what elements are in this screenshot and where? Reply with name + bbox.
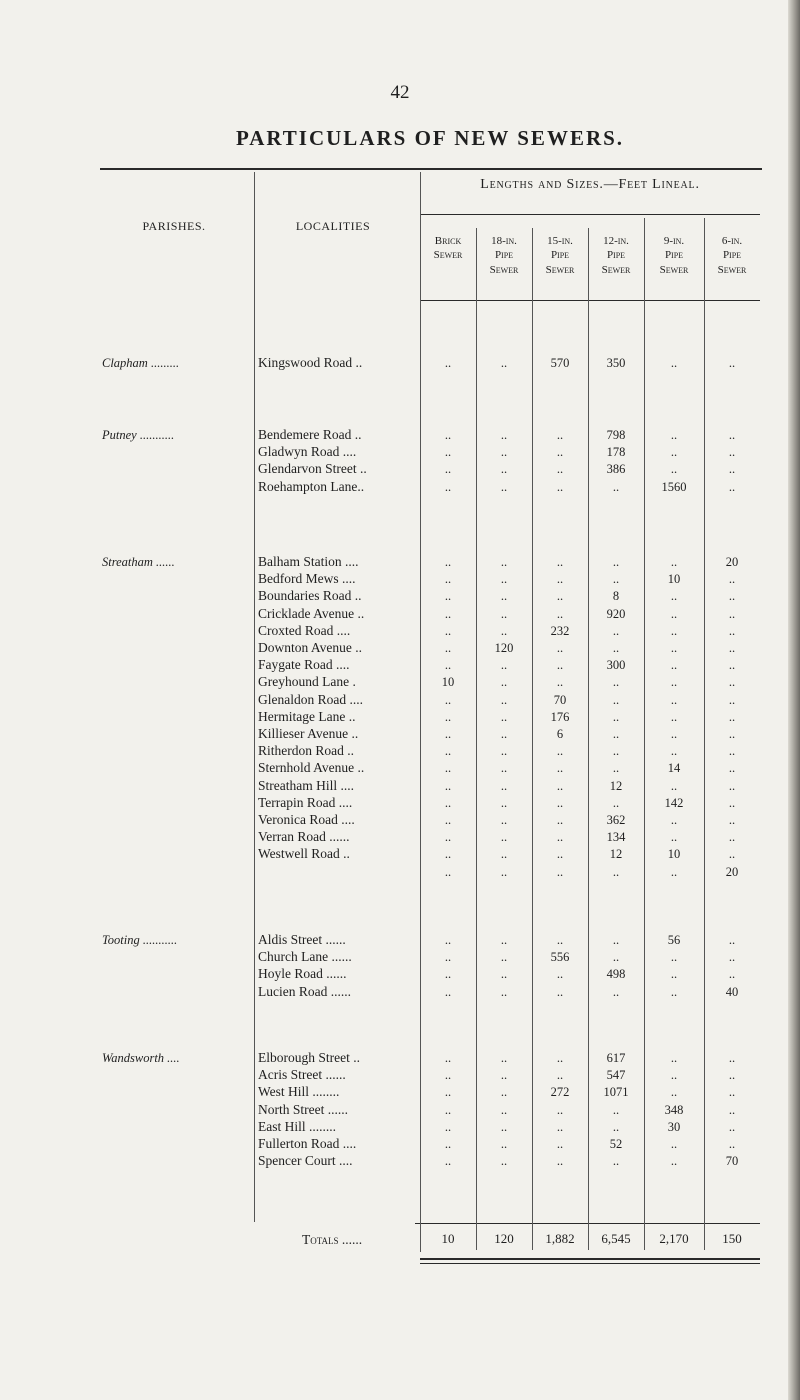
table-cell: .. (500, 623, 508, 638)
table-cell: .. (444, 830, 452, 845)
table-cell: .. (500, 795, 508, 810)
table-cell: .. (612, 1119, 620, 1134)
locality-name: Faygate Road .... (258, 657, 350, 673)
table-cell: .. (500, 589, 508, 604)
table-cell: .. (556, 479, 564, 494)
table-cell: .. (670, 744, 678, 759)
locality-name: Glenaldon Road .... (258, 691, 363, 707)
table-cell: .. (556, 1102, 564, 1117)
table-cell: .. (728, 658, 736, 673)
table-cell: 570 (550, 356, 570, 370)
table-cell: .. (670, 658, 678, 673)
total-value: 2,170 (659, 1231, 689, 1246)
table-cell: .. (444, 1137, 452, 1151)
table-cell: .. (444, 445, 452, 460)
table-cell: .. (500, 727, 508, 741)
table-cell: .. (612, 555, 620, 569)
table-cell: .. (612, 692, 620, 707)
locality-name: Downton Avenue .. (258, 640, 362, 655)
locality-name: Killieser Avenue .. (258, 726, 359, 741)
table-cell: .. (728, 1068, 736, 1083)
table-cell: 52 (609, 1137, 623, 1151)
table-cell: 40 (725, 984, 739, 999)
locality-name: Bedford Mews .... (258, 571, 356, 587)
column-header (476, 234, 532, 277)
column-header-line: 9-in. (663, 235, 685, 247)
table-cell: .. (444, 572, 452, 587)
table-cell: .. (728, 479, 736, 494)
column-header-line: Sewer (489, 263, 519, 276)
parish-name: Wandsworth .... (102, 1051, 180, 1065)
table-cell: .. (556, 675, 564, 690)
locality-name: East Hill ........ (258, 1118, 336, 1134)
table-cell: .. (500, 1119, 508, 1134)
table-cell: .. (444, 795, 452, 810)
total-value: 10 (441, 1231, 455, 1246)
table-cell: .. (670, 1051, 678, 1065)
table-cell: .. (728, 795, 736, 810)
table-cell: .. (500, 356, 508, 370)
header-bottom-rule (420, 300, 760, 301)
locality-name: Glendarvon Street .. (258, 461, 367, 477)
table-cell: 14 (667, 761, 681, 776)
table-cell: 617 (606, 1051, 626, 1065)
column-header (532, 234, 588, 277)
table-cell: .. (728, 813, 736, 827)
table-cell: .. (612, 950, 620, 965)
table-cell: .. (500, 1068, 508, 1083)
table-cell: .. (444, 589, 452, 604)
locality-name: Acris Street ...... (258, 1067, 346, 1083)
locality-name: Croxted Road .... (258, 622, 351, 638)
table-cell: 6 (556, 727, 564, 741)
table-cell: .. (444, 933, 452, 947)
table-cell: .. (670, 1085, 678, 1100)
table-cell: .. (556, 795, 564, 810)
table-cell: .. (670, 1154, 678, 1169)
total-value: 120 (494, 1231, 514, 1246)
parish-name: Tooting ........... (102, 933, 178, 947)
table-cell: .. (670, 830, 678, 845)
table-cell: 920 (606, 606, 626, 621)
table-cell: 362 (606, 813, 626, 827)
table-cell: .. (444, 1051, 452, 1065)
locality-name: Westwell Road .. (258, 846, 350, 862)
group-header-rule (420, 214, 760, 215)
table-cell: 142 (664, 795, 684, 810)
total-value: 6,545 (601, 1231, 631, 1246)
table-cell: .. (556, 428, 564, 442)
locality-name: Aldis Street ...... (258, 932, 346, 947)
bottom-rule-2 (420, 1263, 760, 1264)
column-header-line: Pipe (722, 249, 742, 262)
table-cell: .. (444, 606, 452, 621)
table-cell: .. (556, 658, 564, 673)
table-cell: .. (444, 1154, 452, 1169)
table-cell: .. (670, 675, 678, 690)
locality-name: Greyhound Lane . (258, 674, 356, 690)
table-cell: .. (444, 984, 452, 999)
table-cell: .. (670, 984, 678, 999)
table-cell: 10 (441, 675, 455, 690)
table-cell: .. (670, 445, 678, 460)
table-cell: .. (556, 555, 564, 569)
column-header-line: Sewer (659, 263, 689, 276)
column-header-line: Pipe (550, 249, 570, 262)
table-cell: .. (612, 795, 620, 810)
table-cell: 556 (550, 950, 570, 965)
table-cell: .. (556, 967, 564, 982)
table-cell: .. (612, 744, 620, 759)
table-cell: .. (728, 967, 736, 982)
locality-name: Sternhold Avenue .. (258, 760, 365, 776)
column-header-line: Pipe (494, 249, 514, 262)
table-cell: .. (500, 1137, 508, 1151)
table-cell: .. (444, 967, 452, 982)
table-cell: .. (728, 778, 736, 793)
table-cell: .. (728, 356, 736, 370)
locality-name: Roehampton Lane.. (258, 478, 365, 494)
table-cell: .. (556, 1137, 564, 1151)
table-cell: .. (444, 950, 452, 965)
table-cell: .. (500, 462, 508, 477)
column-header (704, 234, 760, 277)
table-cell: .. (500, 709, 508, 724)
locality-name: Hoyle Road ...... (258, 966, 347, 982)
table-cell: .. (728, 950, 736, 965)
column-header-line: 15-in. (547, 235, 573, 247)
table-cell: 350 (606, 356, 626, 370)
table-cell: .. (612, 572, 620, 587)
column-header-line: Sewer (433, 249, 463, 262)
table-cell: .. (500, 950, 508, 965)
table-cell: .. (556, 462, 564, 477)
table-cell: .. (670, 692, 678, 707)
locality-name: Church Lane ...... (258, 949, 352, 965)
table-cell: 70 (725, 1154, 739, 1169)
table-cell: .. (500, 572, 508, 587)
table-cell: 176 (550, 709, 570, 724)
column-header-line: Pipe (664, 249, 684, 262)
table-cell: .. (500, 744, 508, 759)
table-cell: .. (612, 727, 620, 741)
table-cell: .. (728, 623, 736, 638)
bottom-rule-1 (420, 1258, 760, 1260)
table-cell: .. (444, 658, 452, 673)
table-cell: 20 (725, 864, 739, 879)
column-header (644, 234, 704, 277)
table-cell: .. (444, 761, 452, 776)
table-cell: .. (556, 1154, 564, 1169)
table-cell: .. (728, 1119, 736, 1134)
table-cell: .. (556, 445, 564, 460)
parish-name: Streatham ...... (102, 555, 175, 569)
column-header (588, 234, 644, 277)
column-header-line: Sewer (545, 263, 575, 276)
top-rule (100, 168, 762, 170)
table-cell: .. (728, 675, 736, 690)
column-header-line: Sewer (601, 263, 631, 276)
table-cell: .. (728, 847, 736, 862)
table-cell: .. (556, 761, 564, 776)
table-cell: .. (500, 813, 508, 827)
table-cell: .. (612, 864, 620, 879)
table-cell: .. (728, 428, 736, 442)
table-cell: .. (670, 462, 678, 477)
table-cell: 10 (667, 572, 681, 587)
locality-name: Verran Road ...... (258, 829, 350, 845)
locality-name: Fullerton Road .... (258, 1136, 357, 1151)
table-cell: .. (444, 727, 452, 741)
locality-name: Lucien Road ...... (258, 983, 351, 999)
table-cell: .. (612, 1154, 620, 1169)
table-cell: 232 (550, 623, 570, 638)
table-cell: .. (728, 727, 736, 741)
table-cell: .. (728, 744, 736, 759)
table-cell: .. (444, 864, 452, 879)
table-cell: .. (612, 641, 620, 655)
column-header-line: Sewer (717, 263, 747, 276)
table-cell: .. (612, 1102, 620, 1117)
table-cell: 70 (553, 692, 567, 707)
table-cell: .. (556, 813, 564, 827)
table-cell: .. (500, 479, 508, 494)
table-cell: .. (728, 462, 736, 477)
table-cell: .. (500, 1102, 508, 1117)
table-cell: .. (444, 744, 452, 759)
table-cell: .. (556, 778, 564, 793)
table-cell: 10 (667, 847, 681, 862)
page-number: 42 (390, 82, 410, 103)
table-cell: .. (670, 428, 678, 442)
page-title: PARTICULARS OF NEW SEWERS. (235, 126, 625, 150)
table-cell: .. (728, 933, 736, 947)
table-cell: .. (612, 984, 620, 999)
table-cell: 798 (606, 428, 626, 442)
table-cell: .. (728, 1102, 736, 1117)
table-cell: .. (444, 709, 452, 724)
table-cell: 30 (667, 1119, 681, 1134)
table-cell: .. (500, 778, 508, 793)
table-cell: .. (444, 479, 452, 494)
table-cell: .. (444, 1102, 452, 1117)
table-cell: .. (670, 1068, 678, 1083)
table-cell: .. (612, 709, 620, 724)
table-cell: .. (670, 555, 678, 569)
column-header-line: 18-in. (491, 235, 517, 247)
table-cell: .. (500, 761, 508, 776)
table-cell: .. (670, 950, 678, 965)
table-cell: .. (612, 933, 620, 947)
table-cell: .. (556, 589, 564, 604)
locality-name: Terrapin Road .... (258, 794, 353, 810)
table-cell: .. (670, 1137, 678, 1151)
table-cell: .. (612, 623, 620, 638)
table-cell: .. (500, 692, 508, 707)
column-header (420, 234, 476, 263)
table-cell: .. (444, 692, 452, 707)
table-cell: .. (670, 589, 678, 604)
table-cell: .. (444, 356, 452, 370)
table-cell: 386 (606, 462, 626, 477)
table-cell: .. (444, 813, 452, 827)
table-cell: .. (670, 813, 678, 827)
parishes-header: PARISHES. (142, 219, 206, 233)
table-cell: .. (556, 606, 564, 621)
column-header-line: Brick (434, 235, 462, 247)
table-cell: .. (500, 675, 508, 690)
total-value: 1,882 (545, 1231, 575, 1246)
locality-name: Bendemere Road .. (258, 427, 362, 442)
table-cell: 272 (550, 1085, 570, 1100)
column-header-line: 12-in. (603, 235, 629, 247)
table-cell: .. (556, 1051, 564, 1065)
table-cell: .. (500, 658, 508, 673)
locality-name: Balham Station .... (258, 554, 359, 569)
table-cell: .. (444, 462, 452, 477)
table-cell: .. (670, 709, 678, 724)
table-cell: .. (556, 864, 564, 879)
table-cell: .. (670, 967, 678, 982)
table-cell: .. (728, 692, 736, 707)
table-cell: 12 (609, 778, 623, 793)
table-cell: .. (728, 641, 736, 655)
table-cell: .. (612, 675, 620, 690)
table-cell: .. (728, 761, 736, 776)
table-cell: .. (444, 428, 452, 442)
table-cell: .. (500, 606, 508, 621)
column-header-line: Pipe (606, 249, 626, 262)
locality-name: Boundaries Road .. (258, 588, 362, 604)
table-cell: .. (444, 1119, 452, 1134)
table-cell: .. (728, 445, 736, 460)
table-cell: 547 (606, 1068, 626, 1083)
lengths-group-header: Lengths and Sizes.—Feet Lineal. (480, 177, 700, 192)
locality-name: Cricklade Avenue .. (258, 605, 365, 621)
table-cell: .. (670, 356, 678, 370)
locality-name: West Hill ........ (258, 1084, 340, 1100)
table-cell: .. (556, 744, 564, 759)
table-cell: .. (670, 623, 678, 638)
table-cell: .. (728, 709, 736, 724)
table-cell: 1071 (603, 1085, 629, 1100)
table-cell: .. (500, 1085, 508, 1100)
column-header-line: 6-in. (721, 235, 743, 247)
table-cell: .. (556, 830, 564, 845)
table-cell: .. (500, 967, 508, 982)
parish-name: Putney ........... (102, 428, 175, 442)
table-cell: 498 (606, 967, 626, 982)
table-cell: 56 (667, 933, 681, 947)
page-edge (788, 0, 800, 1400)
table-cell: 120 (494, 641, 514, 655)
totals-label: Totals ...... (302, 1232, 363, 1247)
table-cell: .. (500, 1154, 508, 1169)
table-cell: .. (500, 428, 508, 442)
locality-name: Gladwyn Road .... (258, 444, 357, 460)
table-cell: .. (556, 641, 564, 655)
table-cell: 1560 (661, 479, 687, 494)
table-cell: .. (556, 847, 564, 862)
table-cell: .. (500, 847, 508, 862)
table-cell: 20 (725, 555, 739, 569)
table-cell: .. (612, 761, 620, 776)
table-cell: .. (556, 984, 564, 999)
table-cell: .. (444, 623, 452, 638)
table-cell: .. (444, 641, 452, 655)
table-cell: .. (670, 778, 678, 793)
table-cell: 8 (612, 589, 620, 604)
table-cell: .. (444, 847, 452, 862)
table-cell: 300 (606, 658, 626, 673)
table-cell: .. (556, 933, 564, 947)
table-cell: .. (500, 1051, 508, 1065)
table-cell: .. (444, 555, 452, 569)
locality-name: Kingswood Road .. (258, 355, 363, 370)
table-cell: .. (612, 479, 620, 494)
locality-name: Ritherdon Road .. (258, 743, 354, 759)
table-cell: 12 (609, 847, 623, 862)
table-cell: .. (728, 572, 736, 587)
table-cell: 348 (664, 1102, 684, 1117)
locality-name: Elborough Street .. (258, 1050, 360, 1065)
locality-name: Spencer Court .... (258, 1153, 353, 1169)
table-cell: .. (500, 555, 508, 569)
localities-header: LOCALITIES (295, 219, 371, 233)
table-cell: .. (500, 933, 508, 947)
table-cell: .. (500, 984, 508, 999)
table-cell: .. (556, 1119, 564, 1134)
table-cell: .. (444, 778, 452, 793)
locality-name: North Street ...... (258, 1101, 348, 1117)
table-cell: 134 (606, 830, 626, 845)
table-cell: .. (444, 1085, 452, 1100)
table-cell: .. (728, 830, 736, 845)
table-cell: 178 (606, 445, 626, 460)
table-cell: .. (670, 727, 678, 741)
table-cell: .. (670, 606, 678, 621)
table-cell: .. (728, 1085, 736, 1100)
table-cell: .. (556, 572, 564, 587)
table-cell: .. (444, 1068, 452, 1083)
locality-name: Hermitage Lane .. (258, 708, 356, 724)
table-cell: .. (500, 864, 508, 879)
table-cell: .. (670, 641, 678, 655)
table-cell: .. (728, 606, 736, 621)
table-cell: .. (728, 1051, 736, 1065)
table-cell: .. (728, 1137, 736, 1151)
table-cell: .. (728, 589, 736, 604)
table-cell: .. (670, 864, 678, 879)
locality-name: Veronica Road .... (258, 812, 355, 827)
table-cell: .. (556, 1068, 564, 1083)
total-value: 150 (722, 1231, 742, 1246)
locality-name: Streatham Hill .... (258, 777, 354, 793)
table-cell: .. (500, 445, 508, 460)
table-cell: .. (500, 830, 508, 845)
parish-name: Clapham ......... (102, 356, 180, 370)
